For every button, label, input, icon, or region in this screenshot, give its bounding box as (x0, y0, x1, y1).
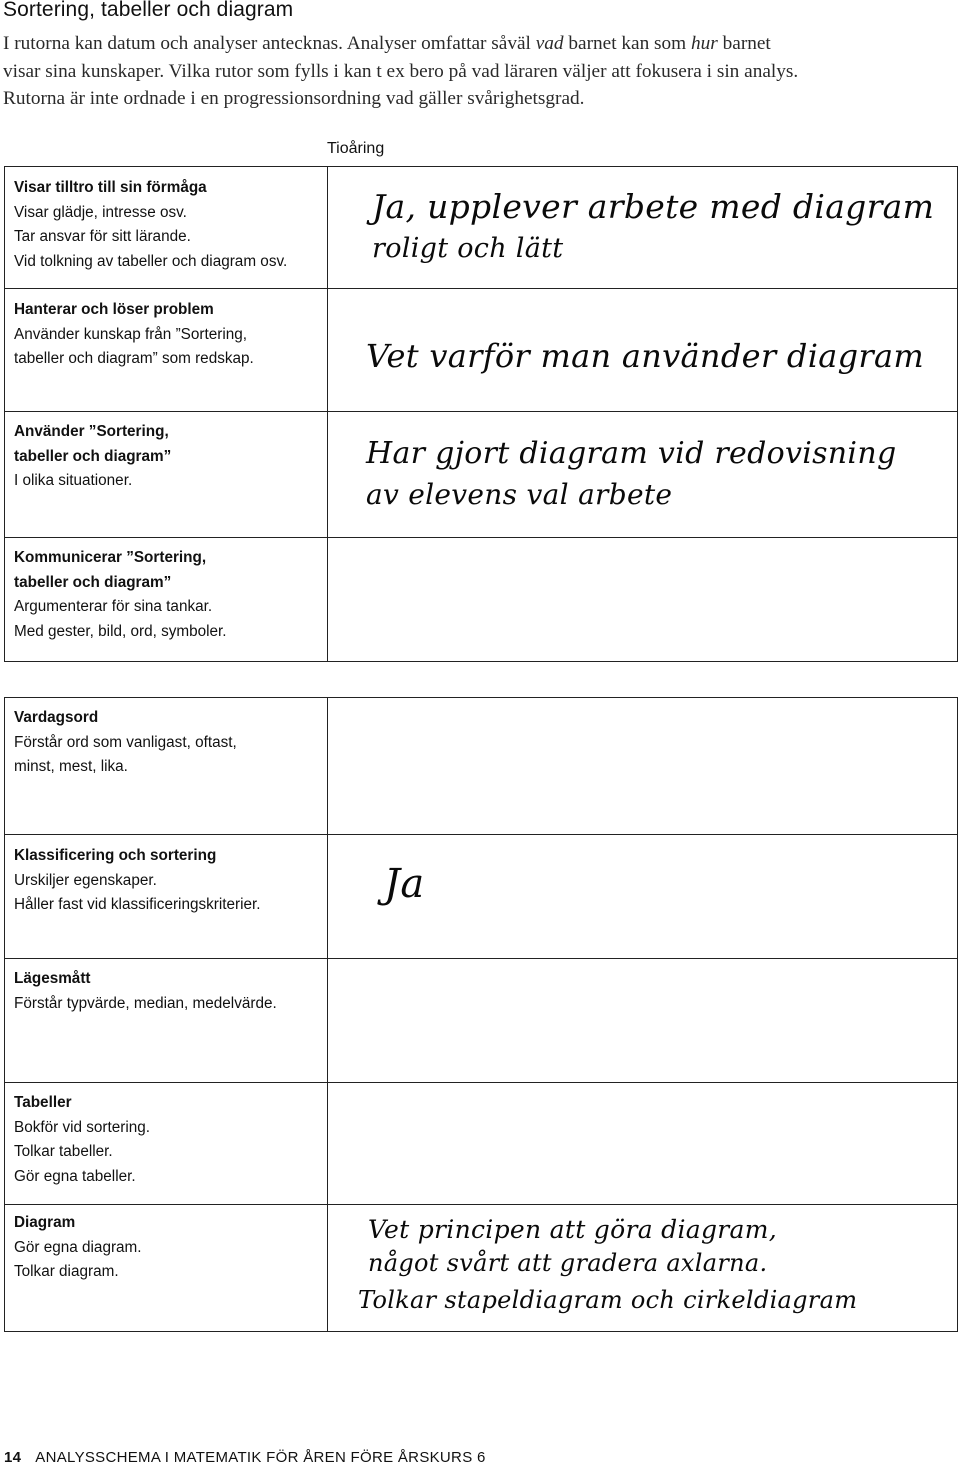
intro-text (3, 30, 953, 113)
handwritten-note: Vet varför man använder diagram (366, 337, 925, 375)
criteria-heading: Diagram (14, 1214, 76, 1231)
assessment-table-2 (4, 697, 958, 1332)
criteria-cell: Tabeller Bokför vid sortering. Tolkar tabeller. Gör egna tabeller. (5, 1083, 328, 1204)
handwritten-note: Vet principen att göra diagram, (368, 1215, 777, 1244)
criteria-cell: Använder ”Sortering, tabeller och diagram” I olika situationer. (5, 412, 328, 537)
notes-cell[interactable] (328, 412, 957, 537)
table-row (5, 1205, 957, 1331)
notes-cell[interactable] (328, 959, 957, 1082)
intro-line-3: Rutorna är inte ordnade i en progressionsordning vad gäller svårighetsgrad. (3, 88, 585, 109)
criteria-heading: Hanterar och löser problem (14, 301, 214, 318)
notes-cell[interactable] (328, 698, 957, 834)
table-row (5, 538, 957, 661)
handwritten-note: något svårt att gradera axlarna. (368, 1249, 768, 1277)
notes-cell[interactable] (328, 835, 957, 958)
criteria-cell: Kommunicerar ”Sortering, tabeller och diagram” Argumenterar för sina tankar. Med gester, bild, ord, symboler. (5, 538, 328, 661)
criteria-heading: Vardagsord (14, 709, 99, 726)
criteria-heading: Klassificering och sortering (14, 847, 217, 864)
table-row (5, 1083, 957, 1205)
table-row (5, 167, 957, 289)
intro-emphasis-vad: vad (535, 33, 564, 54)
notes-cell[interactable] (328, 1083, 957, 1204)
handwritten-note: Ja (384, 861, 425, 907)
intro-emphasis-hur: hur (691, 33, 718, 54)
table-row (5, 835, 957, 959)
notes-cell[interactable] (328, 538, 957, 661)
criteria-cell: Visar tilltro till sin förmåga Visar glädje, intresse osv. Tar ansvar för sitt lärande. Vid tolkning av tabeller och diagram osv. (5, 167, 328, 288)
criteria-heading: Tabeller (14, 1094, 72, 1111)
criteria-heading: Använder ”Sortering, (14, 423, 169, 440)
footer-text: ANALYSSCHEMA I MATEMATIK FÖR ÅREN FÖRE ÅRSKURS 6 (35, 1449, 486, 1466)
notes-cell[interactable] (328, 167, 957, 288)
table-row (5, 412, 957, 538)
assessment-table-1 (4, 166, 958, 662)
page-number: 14 (4, 1449, 22, 1466)
criteria-cell: Hanterar och löser problem Använder kunskap från ”Sortering, tabeller och diagram” som redskap. (5, 289, 328, 411)
table-row (5, 698, 957, 835)
notes-cell[interactable] (328, 1205, 957, 1331)
handwritten-note: av elevens val arbete (366, 478, 673, 511)
column-header-tioaring: Tioåring (327, 140, 385, 157)
criteria-heading: Lägesmått (14, 970, 91, 987)
criteria-cell: Klassificering och sortering Urskiljer egenskaper. Håller fast vid klassificeringskriterier. (5, 835, 328, 958)
table-row (5, 289, 957, 412)
criteria-heading: Visar tilltro till sin förmåga (14, 179, 207, 196)
intro-line-1: I rutorna kan datum och analyser antecknas. Analyser omfattar såväl vad barnet kan som hur barnet (3, 33, 771, 54)
criteria-cell: Diagram Gör egna diagram. Tolkar diagram. (5, 1205, 328, 1331)
notes-cell[interactable] (328, 289, 957, 411)
handwritten-note: roligt och lätt (372, 233, 564, 264)
criteria-cell: Vardagsord Förstår ord som vanligast, oftast, minst, mest, lika. (5, 698, 328, 834)
table-row (5, 959, 957, 1083)
handwritten-note: Tolkar stapeldiagram och cirkeldiagram (358, 1286, 858, 1314)
handwritten-note: Ja, upplever arbete med diagram (372, 187, 935, 226)
criteria-heading: Kommunicerar ”Sortering, (14, 549, 207, 566)
handwritten-note: Har gjort diagram vid redovisning (366, 436, 897, 471)
intro-line-2: visar sina kunskaper. Vilka rutor som fylls i kan t ex bero på vad läraren väljer att fokusera i sin analys. (3, 60, 799, 82)
criteria-cell: Lägesmått Förstår typvärde, median, medelvärde. (5, 959, 328, 1082)
page-title: Sortering, tabeller och diagram (3, 0, 294, 21)
page-footer (4, 1449, 486, 1466)
